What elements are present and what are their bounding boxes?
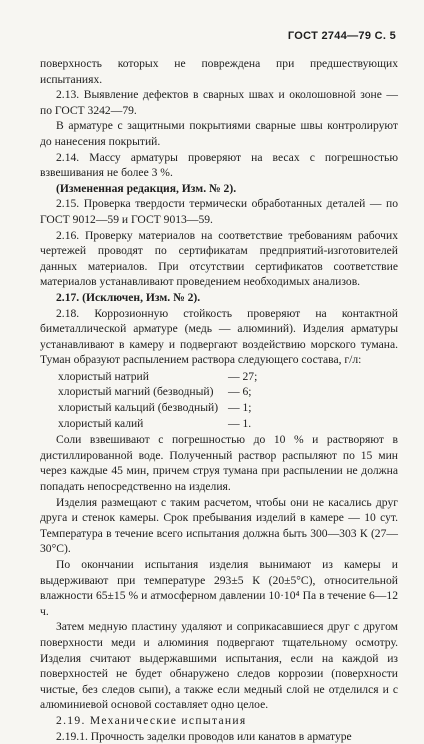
paragraph: 2.15. Проверка твердости термически обработанных деталей — по ГОСТ 9012—59 и ГОСТ 9013—59. [40, 197, 398, 226]
paragraph: 2.14. Массу арматуры проверяют на весах с погрешностью взвешивания не более 3 %. [40, 150, 398, 180]
paragraph: Соли взвешивают с погрешностью до 10 % и растворяют в дистиллированной воде. Полученный раствор распыляют по 15 мин через каждые 45 мин, причем струя тумана при распылении не должна попадать непосредственно на изделия. [40, 433, 398, 494]
amendment-note: (Измененная редакция, Изм. № 2). [56, 181, 237, 195]
paragraph: Изделия размещают с таким расчетом, чтобы они не касались друг друга и стенок камеры. Срок пребывания изделий в камере — 10 сут. Температура в течение всего испытания должна быть 300—303 К (27—30°С). [40, 495, 398, 556]
page-header: ГОСТ 2744—79 С. 5 [287, 30, 396, 42]
paragraph: поверхность которых не повреждена при предшествующих испытаниях. [40, 57, 398, 86]
paragraph: По окончании испытания изделия вынимают из камеры и выдерживают при температуре 293±5 К (20±5°С), относительной влажности 65±15 % и атмосферном давлении 10·10⁴ Па в течение 6—12 ч. [40, 558, 398, 618]
composition-value: — 1; [228, 401, 252, 415]
amendment-note: 2.17. (Исключен, Изм. № 2). [56, 290, 201, 304]
section-heading: 2.19. Механические испытания [56, 713, 247, 727]
composition-name: хлористый кальций (безводный) [58, 401, 219, 415]
composition-name: хлористый натрий [58, 369, 149, 383]
composition-name: хлористый калий [58, 416, 144, 430]
composition-value: — 6; [228, 385, 252, 399]
document-body [40, 56, 398, 744]
solution-composition [58, 369, 398, 431]
composition-value: — 27; [228, 369, 258, 383]
paragraph: 2.18. Коррозионную стойкость проверяют на контактной биметаллической арматуре (медь — алюминий). Изделия арматуры устанавливают в камеру и подвергают воздействию морского тумана. Туман образуют распылением раствора следующего состава, г/л: [40, 306, 398, 367]
paragraph: Затем медную пластину удаляют и соприкасавшиеся друг с другом поверхности меди и алюминия подвергают тщательному осмотру. Изделия считают выдержавшими испытания, если на каждой из поверхностей не будет обнаружено следов коррозии (поверхности чистые, без следов сыпи), а также если медный слой не отделился и с алюминиевой основой составляет одно целое. [40, 620, 398, 712]
paragraph: 2.13. Выявление дефектов в сварных швах и околошовной зоне — по ГОСТ 3242—79. [40, 88, 398, 117]
composition-value: — 1. [228, 416, 252, 430]
paragraph: 2.16. Проверку материалов на соответствие требованиям рабочих чертежей проводят по сертификатам предприятий-изготовителей данных материалов. При отсутствии сертификатов соответствие материалов устанавливают проведением необходимых анализов. [40, 228, 398, 289]
paragraph: 2.19.1. Прочность заделки проводов или канатов в арматуре [56, 729, 352, 743]
composition-name: хлористый магний (безводный) [58, 385, 214, 399]
paragraph: В арматуре с защитными покрытиями сварные швы контролируют до нанесения покрытий. [40, 119, 398, 148]
